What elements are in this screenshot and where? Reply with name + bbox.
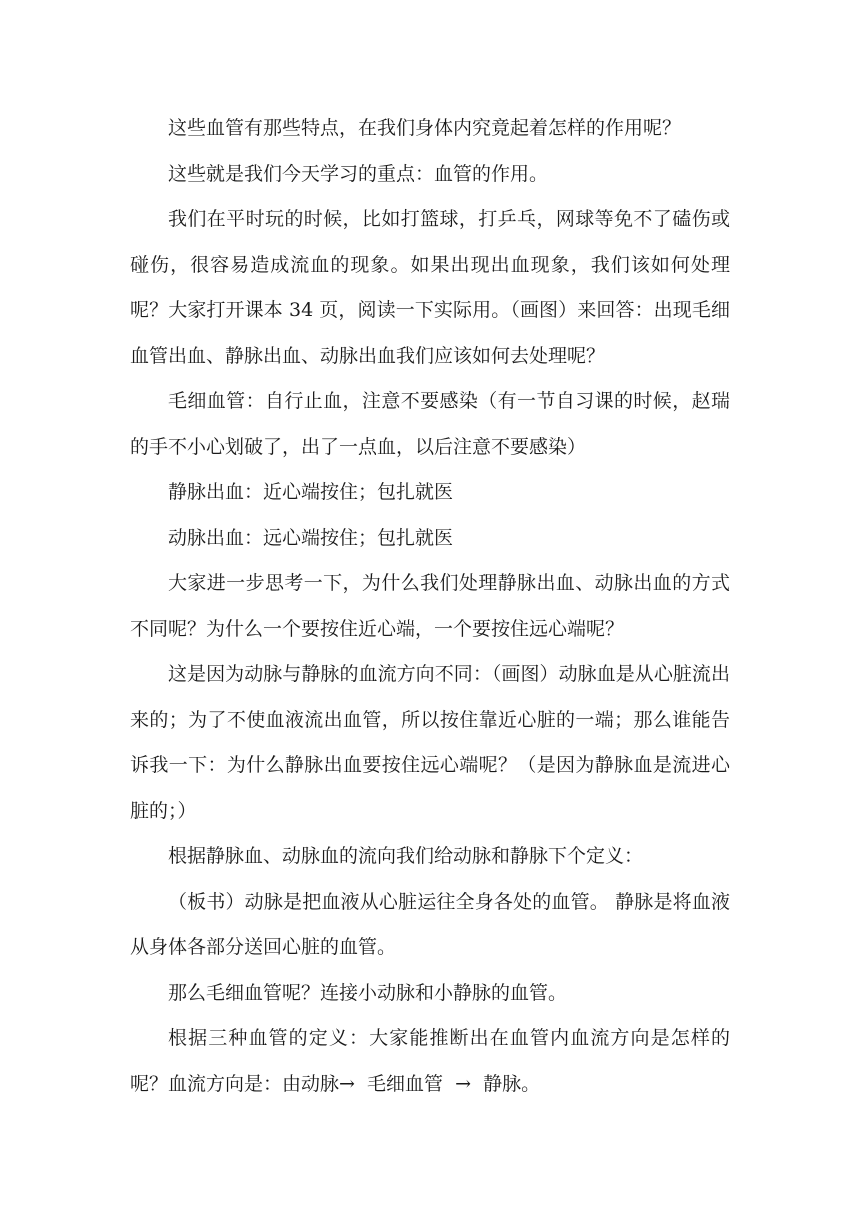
paragraph-definition-intro: 根据静脉血、动脉血的流向我们给动脉和静脉下个定义： [168,845,644,867]
paragraph-capillary-bleeding: 毛细血管：自行止血，注意不要感染（有一节自习课的时候，赵瑞的手不小心划破了，出了一点血，以后注意不要感染） [130,390,730,458]
document-body [130,106,730,1107]
paragraph-artery-bleeding: 动脉出血：远心端按住；包扎就医 [168,526,454,549]
paragraph-artery-vein-definition: （板书）动脉是把血液从心脏运往全身各处的血管。 静脉是将血液从身体各部分送回心脏的血管。 [130,890,730,958]
paragraph-vein-bleeding: 静脉出血：近心端按住；包扎就医 [168,481,454,503]
paragraph-vessel-features: 这些血管有那些特点，在我们身体内究竟起着怎样的作用呢？ [168,117,682,139]
paragraph-lesson-focus: 这些就是我们今天学习的重点：血管的作用。 [168,162,549,185]
paragraph-capillary-definition: 那么毛细血管呢？连接小动脉和小静脉的血管。 [168,981,568,1004]
paragraph-further-thinking: 大家进一步思考一下，为什么我们处理静脉出血、动脉出血的方式不同呢？为什么一个要按住近心端，一个要按住远心端呢？ [130,572,730,640]
paragraph-bleeding-scenario: 我们在平时玩的时候，比如打篮球，打乒乓，网球等免不了磕伤或碰伤，很容易造成流血的现象。如果出现出血现象，我们该如何处理呢？大家打开课本 34 页，阅读一下实际用。（画图）来回答：出现毛细血管出血、静脉出血、动脉出血我们应该如何去处理呢？ [130,208,730,367]
paragraph-blood-flow-direction: 这是因为动脉与静脉的血流方向不同：（画图）动脉血是从心脏流出来的；为了不使血液流出血管，所以按住靠近心脏的一端；那么谁能告诉我一下：为什么静脉出血要按住远心端呢？（是因为静脉血是流进心脏的；） [130,663,730,822]
paragraph-flow-order: 根据三种血管的定义：大家能推断出在血管内血流方向是怎样的呢？血流方向是：由动脉→ 毛细血管 → 静脉。 [130,1027,730,1095]
